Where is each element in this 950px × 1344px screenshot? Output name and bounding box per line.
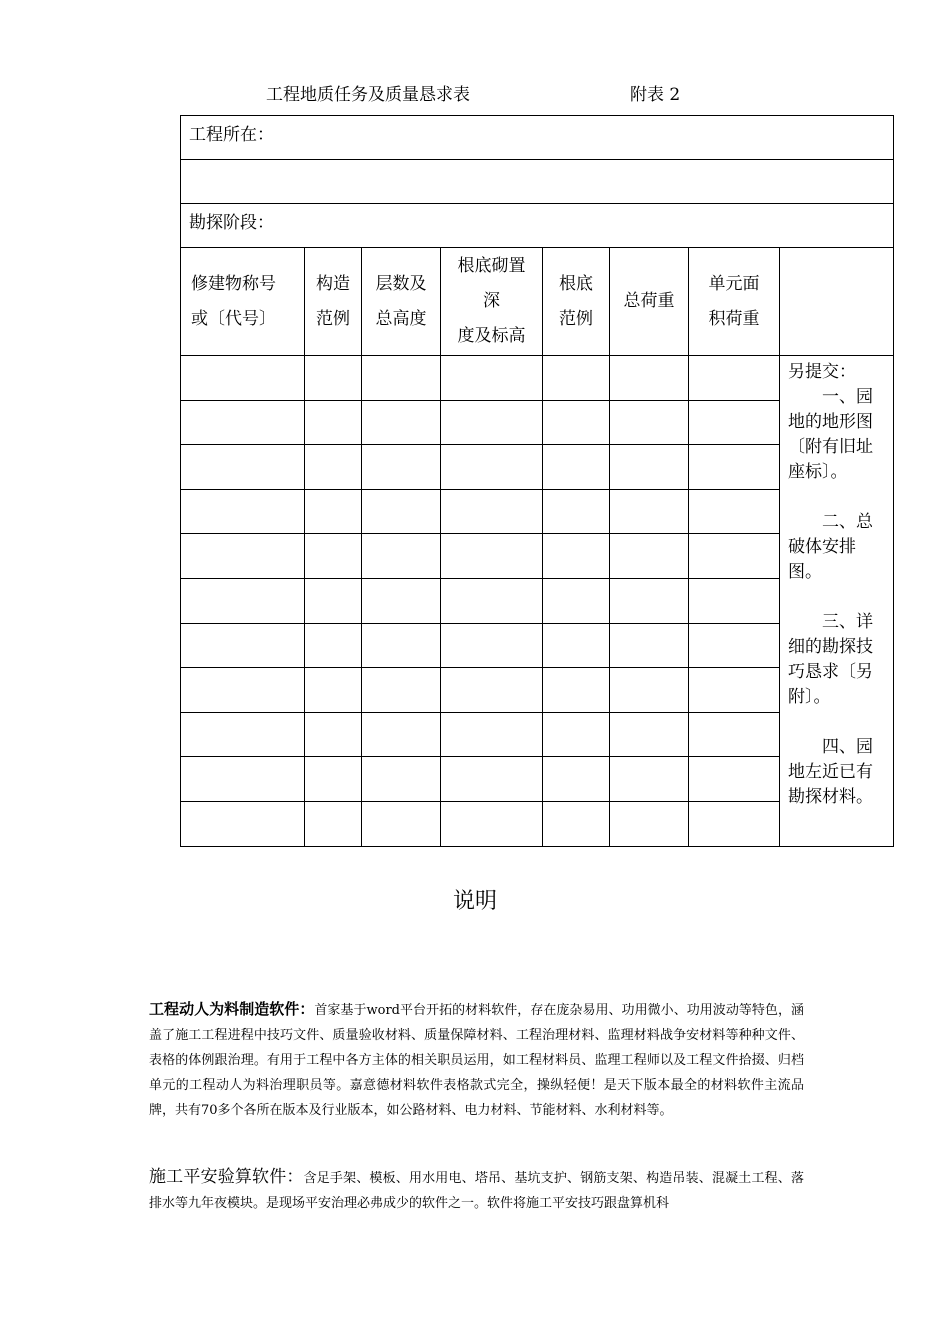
table-cell[interactable] xyxy=(362,757,441,802)
table-cell[interactable] xyxy=(362,712,441,757)
table-cell[interactable] xyxy=(610,489,689,534)
table-cell[interactable] xyxy=(543,578,610,623)
table-cell[interactable] xyxy=(610,757,689,802)
form-title: 工程地质任务及质量恳求表 xyxy=(266,85,470,105)
table-cell[interactable] xyxy=(362,400,441,445)
table-cell[interactable] xyxy=(362,534,441,579)
table-cell[interactable] xyxy=(543,623,610,668)
paragraph-lead: 工程动人为料制造软件： xyxy=(149,1000,315,1018)
table-cell[interactable] xyxy=(441,668,543,713)
table-cell[interactable] xyxy=(181,801,305,846)
table-cell[interactable] xyxy=(543,712,610,757)
col-header-foundation-depth: 根底砌置 深 度及标高 xyxy=(441,248,543,356)
table-cell[interactable] xyxy=(689,712,780,757)
table-cell[interactable] xyxy=(543,668,610,713)
table-cell[interactable] xyxy=(689,445,780,490)
table-cell[interactable] xyxy=(689,578,780,623)
col-header-structure-type: 构造 范例 xyxy=(305,248,362,356)
table-cell[interactable] xyxy=(543,489,610,534)
col-header-foundation-type: 根底 范例 xyxy=(543,248,610,356)
table-cell[interactable] xyxy=(305,445,362,490)
table-cell[interactable] xyxy=(305,578,362,623)
col-header-blank xyxy=(780,248,894,356)
table-cell[interactable] xyxy=(305,801,362,846)
project-location-field[interactable] xyxy=(181,116,894,160)
paragraph-body: 含足手架、模板、用水用电、塔吊、基坑支护、钢筋支架、构造吊装、混凝土工程、落排水等九年夜模块。是现场平安治理必弗成少的软件之一。软件将施工平安技巧跟盘算机科 xyxy=(149,1171,804,1211)
table-cell[interactable] xyxy=(181,757,305,802)
table-cell[interactable] xyxy=(689,623,780,668)
blank-field[interactable] xyxy=(181,160,894,204)
table-cell[interactable] xyxy=(181,534,305,579)
table-cell[interactable] xyxy=(441,623,543,668)
table-cell[interactable] xyxy=(689,668,780,713)
table-cell[interactable] xyxy=(181,668,305,713)
table-cell[interactable] xyxy=(441,400,543,445)
table-row xyxy=(181,356,894,401)
col-header-building-name: 修建物称号 或〔代号〕 xyxy=(181,248,305,356)
table-cell[interactable] xyxy=(689,356,780,401)
additional-submissions-note: 另提交： 一、园地的地形图〔附有旧址座标〕。 二、总破体安排图。 三、详细的勘探技巧恳求〔另附〕。 四、园地左近已有勘探材料。 xyxy=(780,356,894,847)
table-cell[interactable] xyxy=(441,801,543,846)
table-cell[interactable] xyxy=(610,445,689,490)
table-cell[interactable] xyxy=(441,534,543,579)
table-cell[interactable] xyxy=(441,578,543,623)
col-header-unit-load: 单元面 积荷重 xyxy=(689,248,780,356)
table-cell[interactable] xyxy=(610,623,689,668)
form-title-line xyxy=(0,80,950,106)
table-cell[interactable] xyxy=(181,712,305,757)
table-cell[interactable] xyxy=(305,623,362,668)
table-cell[interactable] xyxy=(305,356,362,401)
table-cell[interactable] xyxy=(181,489,305,534)
explanation-heading: 说明 xyxy=(452,889,497,914)
table-cell[interactable] xyxy=(362,489,441,534)
table-cell[interactable] xyxy=(441,489,543,534)
table-cell[interactable] xyxy=(543,400,610,445)
software-description-paragraph xyxy=(149,997,804,1123)
survey-stage-field[interactable] xyxy=(181,204,894,248)
table-cell[interactable] xyxy=(689,534,780,579)
table-cell[interactable] xyxy=(362,668,441,713)
table-cell[interactable] xyxy=(543,356,610,401)
table-cell[interactable] xyxy=(689,757,780,802)
table-cell[interactable] xyxy=(610,534,689,579)
table-cell[interactable] xyxy=(362,801,441,846)
table-cell[interactable] xyxy=(305,757,362,802)
table-cell[interactable] xyxy=(543,757,610,802)
paragraph-lead: 施工平安验算软件： xyxy=(149,1167,304,1187)
table-cell[interactable] xyxy=(610,578,689,623)
table-cell[interactable] xyxy=(305,400,362,445)
table-cell[interactable] xyxy=(181,578,305,623)
table-cell[interactable] xyxy=(305,668,362,713)
paragraph-body: 首家基于word平台开拓的材料软件，存在庞杂易用、功用微小、功用波动等特色，涵盖了施工工程进程中技巧文件、质量验收材料、质量保障材料、工程治理材料、监理材料战争安材料等种种文件、表格的体例跟治理。有用于工程中各方主体的相关职员运用，如工程材料员、监理工程师以及工程文件拾掇、归档单元的工程动人为料治理职员等。嘉意德材料软件表格款式完全，操纵轻便！是天下版本最全的材料软件主流品牌，共有70多个各所在版本及行业版本，如公路材料、电力材料、节能材料、水利材料等。 xyxy=(149,1003,804,1118)
table-cell[interactable] xyxy=(610,712,689,757)
table-cell[interactable] xyxy=(181,400,305,445)
table-cell[interactable] xyxy=(441,712,543,757)
appendix-label: 附表 2 xyxy=(630,85,681,105)
table-cell[interactable] xyxy=(543,534,610,579)
table-cell[interactable] xyxy=(610,801,689,846)
table-cell[interactable] xyxy=(362,578,441,623)
table-cell[interactable] xyxy=(441,356,543,401)
table-cell[interactable] xyxy=(181,623,305,668)
table-cell[interactable] xyxy=(689,400,780,445)
safety-software-paragraph xyxy=(149,1165,804,1216)
table-cell[interactable] xyxy=(181,445,305,490)
table-cell[interactable] xyxy=(543,801,610,846)
requirement-table xyxy=(180,115,894,847)
table-cell[interactable] xyxy=(305,712,362,757)
table-cell[interactable] xyxy=(362,356,441,401)
table-cell[interactable] xyxy=(441,757,543,802)
table-cell[interactable] xyxy=(610,668,689,713)
table-cell[interactable] xyxy=(543,445,610,490)
col-header-floors-height: 层数及 总高度 xyxy=(362,248,441,356)
table-cell[interactable] xyxy=(305,489,362,534)
table-cell[interactable] xyxy=(689,489,780,534)
table-cell[interactable] xyxy=(689,801,780,846)
table-cell[interactable] xyxy=(610,356,689,401)
table-cell[interactable] xyxy=(362,623,441,668)
col-header-total-load: 总荷重 xyxy=(610,248,689,356)
table-cell[interactable] xyxy=(181,356,305,401)
table-cell[interactable] xyxy=(362,445,441,490)
project-location-label: 工程所在： xyxy=(189,125,274,145)
table-cell[interactable] xyxy=(441,445,543,490)
survey-stage-label: 勘探阶段： xyxy=(189,213,274,233)
table-cell[interactable] xyxy=(305,534,362,579)
table-cell[interactable] xyxy=(610,400,689,445)
